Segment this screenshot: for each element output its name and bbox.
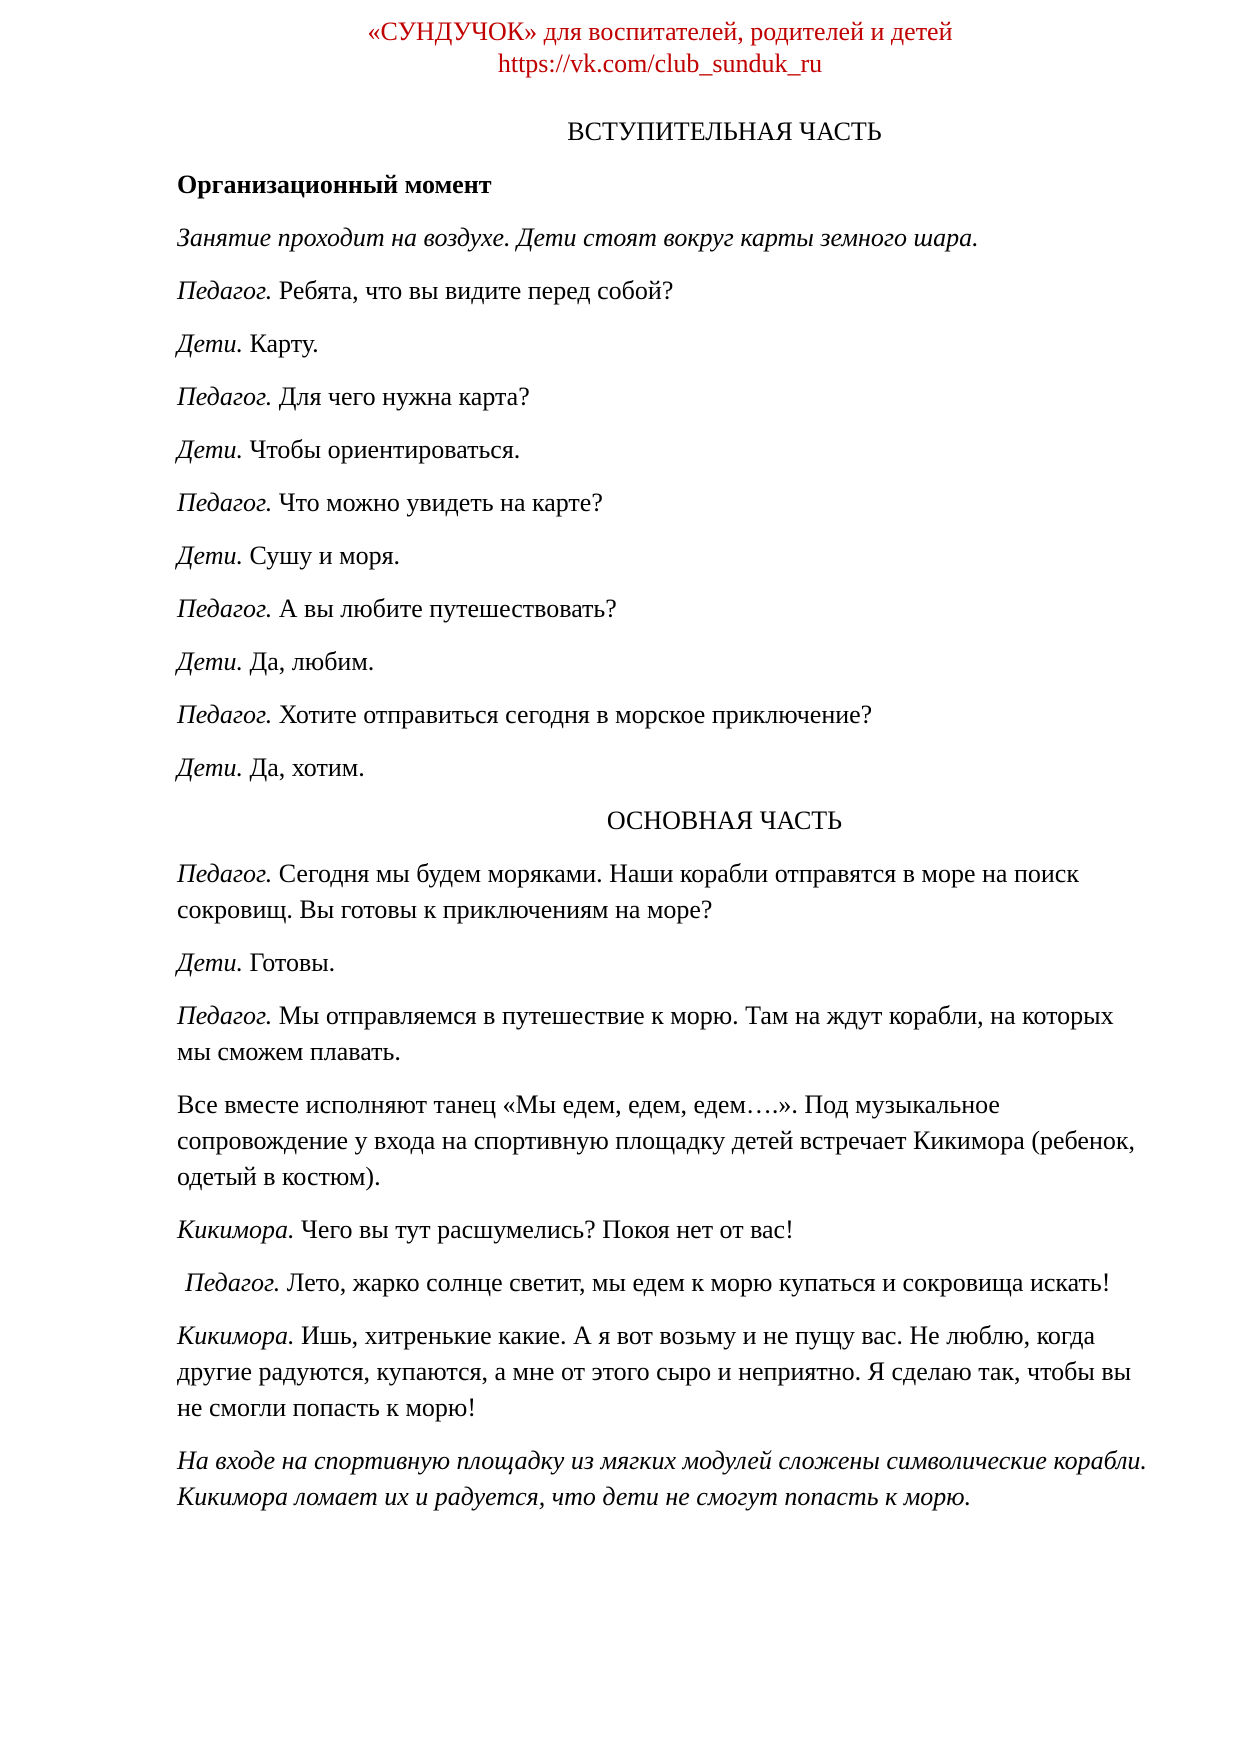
dance-paragraph: Все вместе исполняют танец «Мы едем, едем, едем….». Под музыкальное сопровождение у входа на спортивную площадку детей встречает Кикимора (ребенок, одетый в костюм). xyxy=(177,1090,1136,1191)
speaker: Дети. xyxy=(177,541,244,570)
speaker: Педагог. xyxy=(177,1001,273,1030)
speech: Готовы. xyxy=(243,948,336,977)
dialogue-line xyxy=(177,697,1152,733)
speech: Что можно увидеть на карте? xyxy=(272,488,603,517)
stage-direction-final: На входе на спортивную площадку из мягких модулей сложены символические корабли. Кикимора ломает их и радуется, что дети не смогут попасть к морю. xyxy=(177,1446,1147,1511)
speaker: Педагог. xyxy=(177,859,273,888)
subheading-org-moment: Организационный момент xyxy=(177,170,492,199)
speaker: Дети. xyxy=(177,753,244,782)
header-title: «СУНДУЧОК» для воспитателей, родителей и детей xyxy=(367,17,953,46)
dialogue-line xyxy=(177,538,1152,574)
dialogue-line xyxy=(177,432,1152,468)
speaker: Кикимора. xyxy=(177,1215,295,1244)
speech: Ребята, что вы видите перед собой? xyxy=(272,276,674,305)
speaker: Дети. xyxy=(177,435,244,464)
speech: Чтобы ориентироваться. xyxy=(243,435,521,464)
speaker: Педагог. xyxy=(185,1268,281,1297)
stage-direction: Занятие проходит на воздухе. Дети стоят вокруг карты земного шара. xyxy=(177,223,979,252)
dialogue-line xyxy=(177,1212,1152,1248)
speech: Сушу и моря. xyxy=(243,541,401,570)
header-link[interactable]: https://vk.com/club_sunduk_ru xyxy=(497,49,823,78)
dialogue-line xyxy=(177,379,1152,415)
speech: Мы отправляемся в путешествие к морю. Там на ждут корабли, на которых мы сможем плавать. xyxy=(177,1001,1114,1066)
dialogue-line xyxy=(177,856,1152,928)
speech: Сегодня мы будем моряками. Наши корабли отправятся в море на поиск сокровищ. Вы готовы к приключениям на море? xyxy=(177,859,1079,924)
speaker: Педагог. xyxy=(177,700,273,729)
speech: Карту. xyxy=(243,329,319,358)
speaker: Педагог. xyxy=(177,382,273,411)
speech: Ишь, хитренькие какие. А я вот возьму и не пущу вас. Не люблю, когда другие радуются, купаются, а мне от этого сыро и неприятно. Я сделаю так, чтобы вы не смогли попасть к морю! xyxy=(177,1321,1132,1422)
speaker: Педагог. xyxy=(177,594,273,623)
speech: Да, любим. xyxy=(243,647,375,676)
section-heading-intro: ВСТУПИТЕЛЬНАЯ ЧАСТЬ xyxy=(567,117,882,146)
dialogue-line xyxy=(177,945,1152,981)
dialogue-line xyxy=(177,326,1152,362)
speaker: Кикимора. xyxy=(177,1321,295,1350)
dialogue-line xyxy=(177,1265,1152,1301)
dialogue-line xyxy=(177,750,1152,786)
speaker: Дети. xyxy=(177,948,244,977)
speech: Для чего нужна карта? xyxy=(272,382,530,411)
speech: А вы любите путешествовать? xyxy=(272,594,617,623)
speaker: Дети. xyxy=(177,329,244,358)
speech: Чего вы тут расшумелись? Покоя нет от вас! xyxy=(294,1215,794,1244)
dialogue-line xyxy=(177,1318,1152,1426)
dialogue-line xyxy=(177,273,1152,309)
dialogue-line xyxy=(177,485,1152,521)
speaker: Педагог. xyxy=(177,276,273,305)
speaker: Дети. xyxy=(177,647,244,676)
dialogue-line xyxy=(177,998,1152,1070)
page-header xyxy=(0,16,1240,80)
section-heading-main: ОСНОВНАЯ ЧАСТЬ xyxy=(606,806,843,835)
speech: Хотите отправиться сегодня в морское приключение? xyxy=(272,700,873,729)
speech: Да, хотим. xyxy=(243,753,365,782)
speech: Лето, жарко солнце светит, мы едем к морю купаться и сокровища искать! xyxy=(280,1268,1111,1297)
dialogue-line xyxy=(177,644,1152,680)
document-content xyxy=(177,114,1152,1532)
dialogue-line xyxy=(177,591,1152,627)
speaker: Педагог. xyxy=(177,488,273,517)
